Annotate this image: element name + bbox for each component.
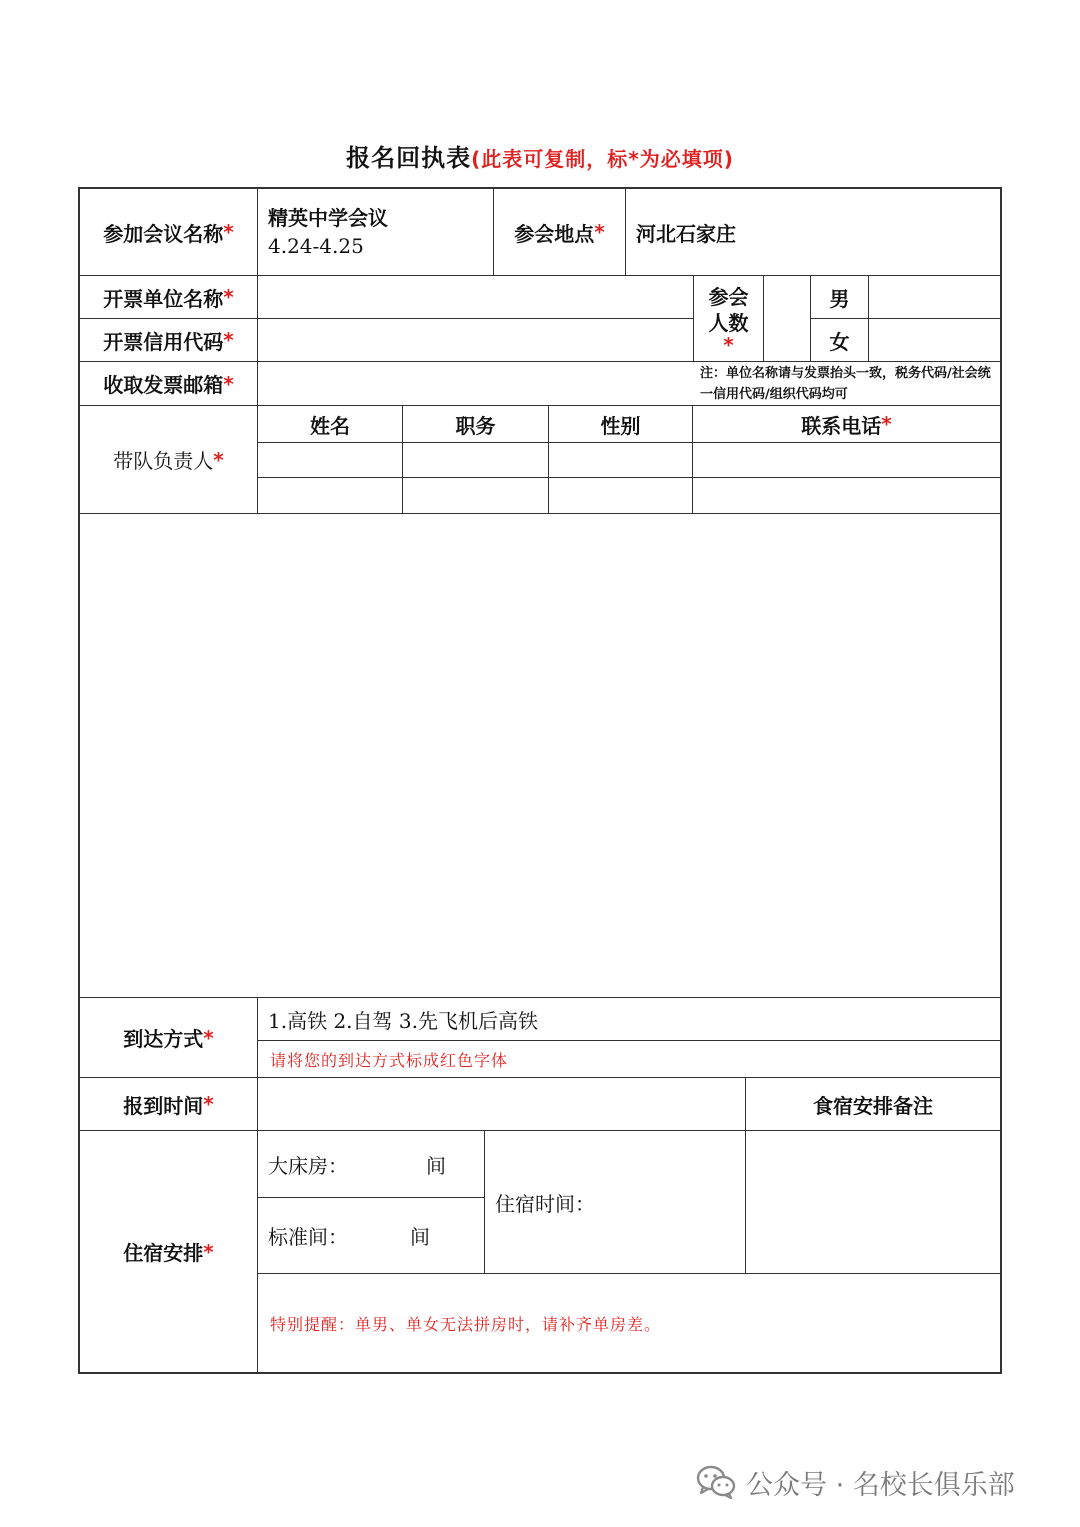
leader-gender-field[interactable]: [549, 443, 692, 477]
table-border-bottom: [78, 1372, 1002, 1374]
location-value[interactable]: 河北石家庄: [636, 221, 736, 246]
wechat-icon: [696, 1465, 736, 1499]
meeting-name-line1: 精英中学会议: [268, 206, 388, 230]
form-title: [0, 138, 1080, 173]
attendees-count-field[interactable]: [764, 276, 810, 361]
form-title-text: 报名回执表: [346, 144, 472, 172]
invoice-credit-code-field[interactable]: [258, 319, 693, 361]
leader-col-position: 职务: [455, 413, 496, 438]
lodging-time-field[interactable]: 住宿时间：: [495, 1191, 595, 1216]
leader-position-field[interactable]: [403, 443, 548, 477]
lodging-label: 住宿安排 *: [123, 1239, 214, 1265]
arrival-label: 到达方式 *: [123, 1025, 214, 1051]
invoice-credit-code-label: 开票信用代码 *: [103, 328, 234, 354]
twin-room-unit: 间: [410, 1225, 430, 1249]
invoice-company-label: 开票单位名称 *: [103, 285, 234, 311]
special-reminder: 特别提醒：单男、单女无法拼房时，请补齐单房差。: [270, 1314, 662, 1334]
twin-room-label: 标准间：: [268, 1225, 348, 1249]
form-title-note: (此表可复制，标*为必填项): [471, 147, 734, 171]
leader-name-field[interactable]: [258, 478, 402, 513]
leader-position-field[interactable]: [403, 478, 548, 513]
meal-notes-label: 食宿安排备注: [813, 1093, 933, 1118]
attendee-list-area[interactable]: [80, 514, 1000, 997]
leader-col-gender: 性别: [600, 413, 641, 438]
meeting-name-label: 参加会议名称 *: [103, 220, 234, 246]
leader-name-field[interactable]: [258, 443, 402, 477]
checkin-time-field[interactable]: [258, 1078, 745, 1130]
female-count-field[interactable]: [869, 319, 1000, 361]
table-border-right: [1000, 187, 1002, 1374]
leader-col-name: 姓名: [310, 413, 350, 438]
invoice-email-field[interactable]: [258, 362, 693, 405]
leader-label: 带队负责人 *: [113, 447, 224, 473]
leader-phone-field[interactable]: [693, 443, 1000, 477]
location-label: 参会地点 *: [514, 220, 605, 246]
invoice-note: 注：单位名称请与发票抬头一致，税务代码/社会统一信用代码/组织代码均可: [700, 365, 991, 402]
leader-gender-field[interactable]: [549, 478, 692, 513]
checkin-time-label: 报到时间 *: [123, 1092, 214, 1118]
attendees-label: 参会 人数 *: [708, 285, 749, 357]
twin-room-row[interactable]: [258, 1198, 484, 1273]
meeting-name-value[interactable]: [258, 189, 493, 275]
arrival-options[interactable]: 1.高铁 2.自驾 3.先飞机后高铁: [268, 1008, 538, 1033]
male-count-field[interactable]: [869, 276, 1000, 318]
meal-notes-field[interactable]: [746, 1131, 1000, 1273]
meeting-date: 4.24-4.25: [268, 234, 364, 258]
invoice-company-field[interactable]: [258, 276, 693, 318]
female-label: 女: [829, 329, 850, 354]
invoice-email-label: 收取发票邮箱 *: [103, 371, 234, 397]
watermark: [696, 1462, 1015, 1502]
king-room-label: 大床房：: [268, 1153, 348, 1178]
arrival-hint: 请将您的到达方式标成红色字体: [270, 1050, 509, 1070]
leader-phone-field[interactable]: [693, 478, 1000, 513]
king-room-unit: 间: [426, 1153, 446, 1178]
watermark-text: 公众号 · 名校长俱乐部: [746, 1469, 1015, 1501]
leader-col-phone: 联系电话 *: [801, 412, 892, 438]
king-room-row[interactable]: [258, 1131, 484, 1197]
male-label: 男: [829, 286, 850, 311]
